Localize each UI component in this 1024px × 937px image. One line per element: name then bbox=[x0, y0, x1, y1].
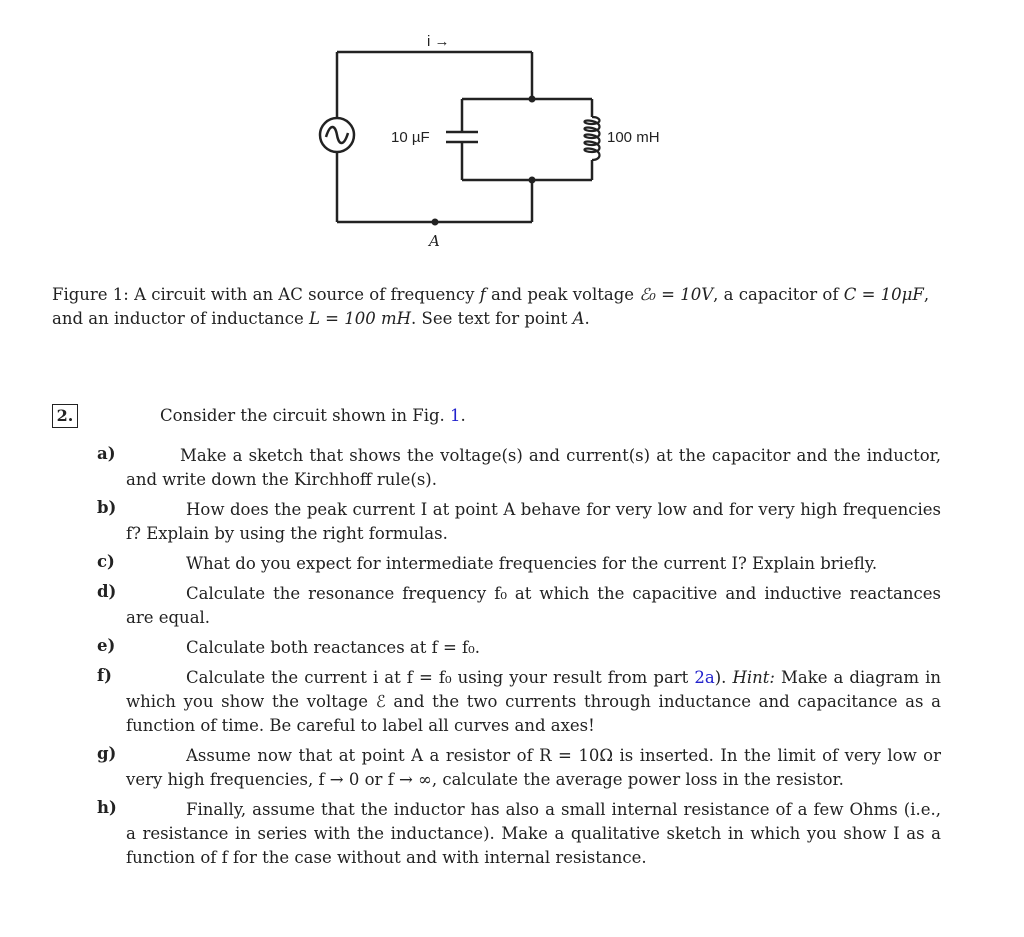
ac-source-icon bbox=[320, 118, 354, 152]
part-text-d: Calculate the resonance frequency f₀ at which the capacitive and inductive reactances are equal. bbox=[126, 584, 941, 627]
part-text-b: How does the peak current I at point A behave for very low and for very high frequencies f? Explain by using the right formulas. bbox=[126, 500, 941, 543]
part-text-e: Calculate both reactances at f = f₀. bbox=[186, 638, 481, 657]
circuit-wires bbox=[337, 52, 592, 222]
part-text-h: Finally, assume that the inductor has also a small internal resistance of a few Ohms (i.e., a resistance in series with the inductance). Make a qualitative sketch in which you show I as a function of f for the case without and with internal resistance. bbox=[126, 800, 941, 867]
inductor-icon bbox=[585, 117, 600, 160]
part-label-c: c) bbox=[97, 552, 115, 571]
figure-caption: Figure 1: A circuit with an AC source of frequency f and peak voltage ℰ₀ = 10V, a capacitor of C = 10μF, and an inductor of inductance L = 100 mH. See text for point A. bbox=[52, 285, 930, 328]
part-label-b: b) bbox=[97, 498, 117, 517]
part-ref-link[interactable]: 2a bbox=[694, 668, 715, 687]
problem-number: 2. bbox=[52, 404, 78, 428]
part-text-g: Assume now that at point A a resistor of R = 10Ω is inserted. In the limit of very low or very high frequencies, f → 0 or f → ∞, calculate the average power loss in the resistor. bbox=[126, 746, 941, 789]
inductor-label: 100 mH bbox=[607, 129, 660, 146]
point-a-label: A bbox=[429, 232, 440, 250]
figure-ref-link[interactable]: 1 bbox=[450, 406, 461, 425]
part-label-e: e) bbox=[97, 636, 116, 655]
part-text-c: What do you expect for intermediate frequencies for the current I? Explain briefly. bbox=[186, 554, 878, 573]
part-label-a: a) bbox=[97, 444, 116, 463]
part-label-d: d) bbox=[97, 582, 117, 601]
capacitor-icon bbox=[446, 132, 478, 142]
current-label: i → bbox=[427, 33, 450, 50]
part-text-f: Calculate the current i at f = f₀ using your result from part 2a). Hint: Make a diagram in which you show the voltage ℰ and the two currents through inductance and capacitance as a function of time. Be careful to label all curves and axes! bbox=[126, 668, 941, 735]
part-label-h: h) bbox=[97, 798, 117, 817]
problem-intro: Consider the circuit shown in Fig. 1. bbox=[160, 406, 466, 425]
point-a-dot bbox=[432, 219, 439, 226]
part-text-a: Make a sketch that shows the voltage(s) and current(s) at the capacitor and the inductor, and write down the Kirchhoff rule(s). bbox=[126, 446, 941, 489]
junction-dots bbox=[432, 96, 536, 226]
capacitor-label: 10 µF bbox=[391, 129, 430, 146]
circuit-diagram bbox=[0, 0, 1024, 270]
part-label-g: g) bbox=[97, 744, 117, 763]
part-label-f: f) bbox=[97, 666, 112, 685]
